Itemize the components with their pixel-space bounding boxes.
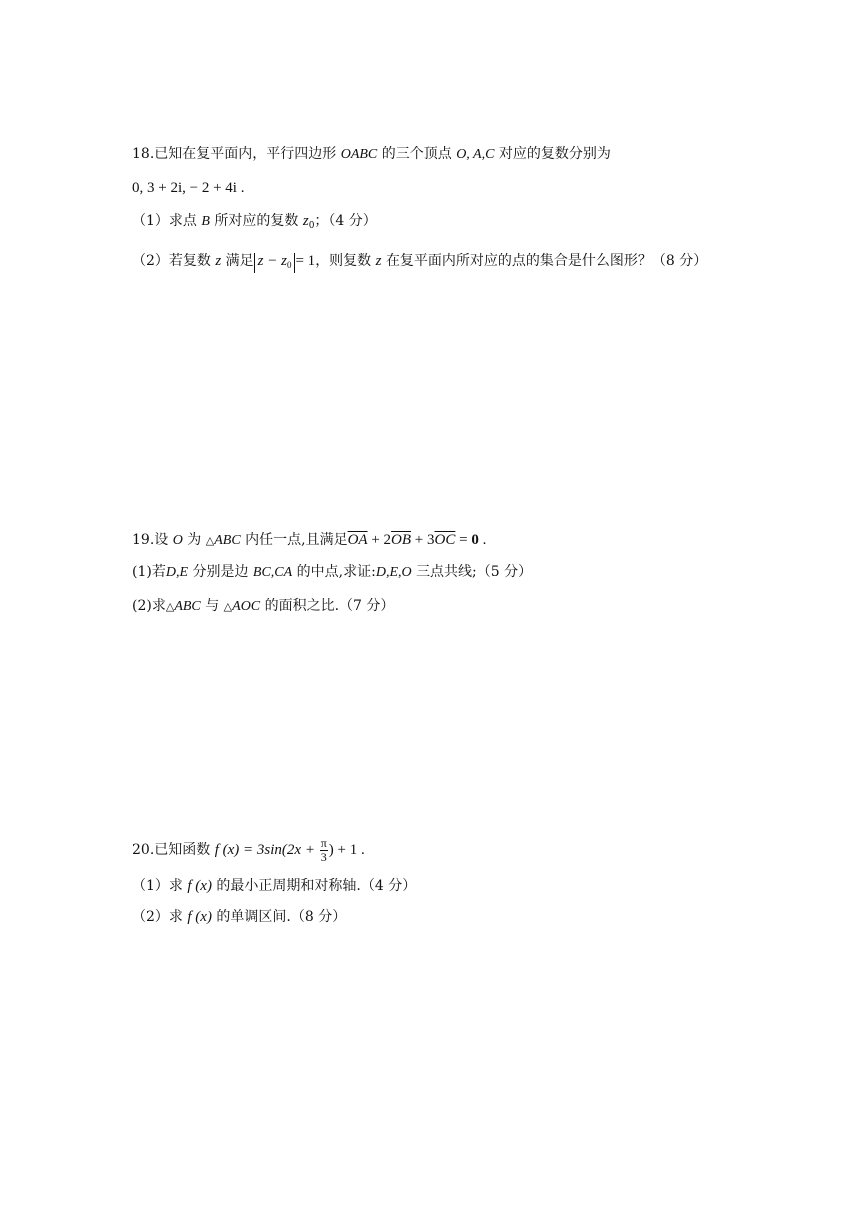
q20-part1 (132, 876, 416, 896)
q20-part1-fx: f (x) (187, 878, 212, 894)
q19-period: . (478, 532, 487, 548)
q18-part1-z-sub: 0 (308, 221, 315, 231)
q19-stem-text-a: 设 (154, 532, 169, 548)
q20-stem-text-a: 已知函数 (154, 842, 211, 858)
q18-part1-text-a: 求点 (168, 213, 197, 229)
q18-part2-abs-sub: 0 (286, 260, 292, 270)
q18-part2-text-d: 在复平面内所对应的点的集合是什么图形？（8 分） (385, 253, 708, 269)
triangle-icon: △ (205, 534, 215, 547)
q18-part2-abs-expr: z − z (257, 253, 287, 269)
q18-number: 18. (132, 146, 155, 162)
q20-part2 (132, 907, 346, 927)
q18-part2-z: z (215, 253, 222, 269)
q18-part1-point: B (201, 214, 210, 229)
q19-O: O (172, 533, 183, 548)
q19-part2-text-a: 与 (205, 598, 220, 614)
q19-ABC: ABC (214, 533, 241, 548)
q18-points: O, A,C (456, 147, 495, 162)
q18-stem-text-c: 对应的复数分别为 (498, 146, 611, 162)
q18-part2 (132, 251, 707, 273)
q19-part1 (132, 562, 532, 583)
q18-shape: OABC (340, 147, 378, 162)
q18-part1-label: （1） (132, 213, 169, 229)
q19-plus1: + 2 (367, 532, 392, 548)
q20-part1-label: （1） (132, 878, 169, 894)
q19-stem-text-b: 为 (187, 532, 202, 548)
vector-OC: $\overline{OC}$ (434, 532, 456, 548)
q19-part1-text-a: 分别是边 (192, 564, 249, 580)
q19-stem (132, 530, 486, 551)
q19-part1-text-b: 的中点,求证: (296, 564, 376, 580)
q20-stem (132, 835, 365, 865)
q19-plus2: + 3 (411, 532, 435, 548)
q18-part2-abs-rhs: = 1 (295, 253, 316, 269)
q20-part2-text-b: 的单调区间.（8 分） (216, 909, 347, 925)
q19-part1-label: (1)若 (132, 564, 166, 580)
q20-part2-label: （2） (132, 909, 169, 925)
q18-part2-abs (254, 253, 296, 273)
q18-part1-text-b: 所对应的复数 (214, 213, 299, 229)
q19-part2-ABC: ABC (174, 599, 201, 614)
q20-func-rhs: ) + 1 . (328, 842, 365, 858)
pi-over-3-fraction (320, 837, 328, 864)
q19-part2-text-b: 的面积之比.（7 分） (264, 598, 395, 614)
q20-part1-text-b: 的最小正周期和对称轴.（4 分） (216, 878, 417, 894)
q18-part2-text-b: 满足 (225, 253, 254, 269)
q20-part2-fx: f (x) (187, 909, 212, 925)
q18-part1-end: ；（4 分） (314, 213, 377, 229)
q19-eq: = (455, 532, 472, 548)
q18-part2-z2: z (375, 253, 382, 269)
q20-number: 20. (132, 842, 155, 858)
q18-stem (132, 144, 611, 165)
q20-part2-text-a: 求 (168, 909, 183, 925)
q19-part2 (132, 596, 394, 617)
triangle-icon: △ (165, 600, 175, 613)
q18-part2-text-c: ，则复数 (315, 253, 372, 269)
q18-stem-text-a: 已知在复平面内，平行四边形 (154, 146, 337, 162)
fraction-numerator: π (320, 835, 327, 850)
q19-stem-text-c: 内任一点,且满足 (245, 532, 348, 548)
q18-stem-text-b: 的三个顶点 (381, 146, 452, 162)
fraction-denominator: 3 (320, 849, 327, 864)
q18-part1-z: z (302, 213, 309, 229)
q20-func-lhs: f (x) = 3sin(2x + (214, 842, 319, 858)
q19-part1-DEO: D,E,O (375, 565, 412, 580)
q19-part2-label: (2)求 (132, 598, 166, 614)
q19-part1-DE: D,E (165, 565, 189, 580)
q18-part2-label: （2） (132, 253, 169, 269)
zero-vector: 0 (471, 532, 479, 548)
vector-OB: $\overline{OB}$ (391, 532, 412, 548)
q19-part1-text-c: 三点共线;（5 分） (416, 564, 533, 580)
q19-number: 19. (132, 532, 155, 548)
q18-part2-text-a: 若复数 (168, 253, 211, 269)
q20-part1-text-a: 求 (168, 878, 183, 894)
q19-part1-sides: BC,CA (252, 565, 293, 580)
q18-part1 (132, 211, 377, 236)
triangle-icon: △ (223, 600, 233, 613)
q19-part2-AOC: AOC (232, 599, 261, 614)
q18-values: 0, 3 + 2i, − 2 + 4i . (132, 180, 245, 196)
vector-OA: $\overline{OA}$ (347, 532, 368, 548)
q19-vector-eq (348, 532, 487, 548)
